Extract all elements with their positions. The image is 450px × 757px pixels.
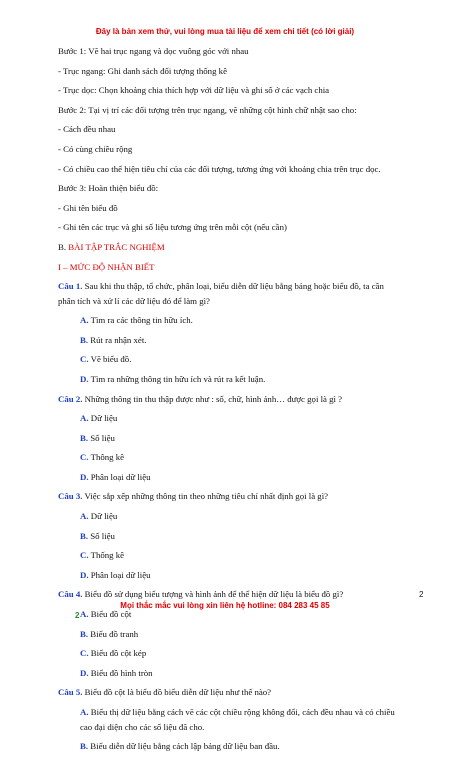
question-1 bbox=[58, 277, 398, 311]
question-2 bbox=[58, 390, 398, 410]
step-2-height: - Có chiều cao thể hiện tiêu chí của các đối tượng, tương ứng với khoảng chia trên trục dọc. bbox=[58, 163, 381, 174]
option-text: Rút ra nhận xét. bbox=[88, 334, 147, 345]
question-3-number: Câu 3. bbox=[58, 491, 83, 502]
option-text: Biểu diễn dữ liệu bằng cách lập bảng dữ liệu ban đầu. bbox=[88, 741, 280, 751]
question-4-text: Biểu đồ sử dụng biểu tượng và hình ảnh để thể hiện dữ liệu là biểu đồ gì? bbox=[82, 589, 344, 600]
question-4-option-d bbox=[58, 664, 398, 684]
option-letter: A. bbox=[80, 609, 89, 620]
preview-banner: Đây là bản xem thử, vui lòng mua tài liệu để xem chi tiết (có lời giải) bbox=[95, 27, 355, 36]
question-2-text: Những thông tin thu thập được như : số, chữ, hình ảnh… được gọi là gì ? bbox=[82, 393, 343, 404]
question-2-option-c bbox=[58, 448, 398, 468]
question-3-option-a bbox=[58, 507, 398, 527]
question-2-option-d bbox=[58, 468, 398, 488]
question-3 bbox=[58, 487, 398, 507]
section-b-prefix: B. bbox=[58, 241, 67, 252]
option-text: Phân loại dữ liệu bbox=[88, 471, 151, 482]
question-3-option-d bbox=[58, 566, 398, 586]
level-heading: I – MỨC ĐỘ NHẬN BIẾT bbox=[58, 261, 155, 272]
option-letter: A. bbox=[80, 511, 89, 522]
option-text: Biểu đồ cột kép bbox=[88, 648, 147, 659]
question-2-number: Câu 2. bbox=[58, 393, 83, 404]
question-5-option-b bbox=[58, 737, 398, 757]
option-text: Biểu đồ tranh bbox=[88, 628, 139, 639]
option-letter: A. bbox=[80, 707, 89, 717]
option-text: Thông kê bbox=[88, 452, 125, 463]
footer-hotline: Mọi thắc mắc vui lòng xin liên hệ hotline: 084 283 45 85 bbox=[120, 601, 330, 610]
step-1-vertical-axis: - Trục dọc: Chọn khoảng chia thích hợp với dữ liệu và ghi số ở các vạch chia bbox=[58, 85, 330, 96]
option-text: Số liệu bbox=[88, 432, 115, 443]
option-text: Biểu đồ cột bbox=[88, 609, 132, 620]
option-letter: D. bbox=[80, 667, 89, 678]
step-3-axis-labels: - Ghi tên các trục và ghi số liệu tương ứng trên mỗi cột (nếu cần) bbox=[58, 222, 287, 233]
option-letter: B. bbox=[80, 334, 89, 345]
document-body bbox=[58, 42, 398, 757]
page-number-footer: 2 bbox=[75, 611, 80, 620]
option-text: Dữ liệu bbox=[88, 511, 118, 522]
question-2-option-a bbox=[58, 409, 398, 429]
step-2-equal-width: - Có cùng chiều rộng bbox=[58, 143, 133, 154]
question-1-number: Câu 1. bbox=[58, 281, 83, 292]
option-letter: C. bbox=[80, 452, 89, 463]
page-number: 2 bbox=[419, 590, 424, 599]
question-1-text: Sau khi thu thập, tổ chức, phân loại, biểu diễn dữ liệu bằng bảng hoặc biểu đồ, ta cần phân tích và xử lí các dữ liệu đó để làm gì? bbox=[58, 281, 384, 306]
step-1-horizontal-axis: - Trục ngang: Ghi danh sách đối tượng thống kê bbox=[58, 65, 227, 76]
option-letter: A. bbox=[80, 413, 89, 424]
option-text: Dữ liệu bbox=[88, 413, 118, 424]
option-letter: A. bbox=[80, 315, 89, 326]
question-1-option-b bbox=[58, 331, 398, 351]
question-4-option-b bbox=[58, 625, 398, 645]
question-3-option-b bbox=[58, 527, 398, 547]
question-3-option-c bbox=[58, 546, 398, 566]
option-letter: B. bbox=[80, 530, 89, 541]
option-letter: D. bbox=[80, 471, 89, 482]
question-5-number: Câu 5. bbox=[58, 687, 83, 698]
question-2-option-b bbox=[58, 429, 398, 449]
option-text: Tìm ra những thông tin hữu ích và rút ra kết luận. bbox=[88, 373, 266, 384]
step-3-chart-title: - Ghi tên biểu đồ bbox=[58, 202, 118, 213]
option-letter: B. bbox=[80, 628, 89, 639]
option-text: Phân loại dữ liệu bbox=[88, 569, 151, 580]
question-4-number: Câu 4. bbox=[58, 589, 83, 600]
question-5 bbox=[58, 683, 398, 703]
option-text: Số liệu bbox=[88, 530, 115, 541]
question-4-option-c bbox=[58, 644, 398, 664]
step-2: Bước 2: Tại vị trí các đối tượng trên trục ngang, vẽ những cột hình chữ nhật sao cho: bbox=[58, 104, 357, 115]
step-1: Bước 1: Vẽ hai trục ngang và dọc vuông góc với nhau bbox=[58, 46, 249, 56]
step-3: Bước 3: Hoàn thiện biểu đồ: bbox=[58, 183, 159, 194]
section-b-heading bbox=[58, 238, 398, 258]
question-1-option-d bbox=[58, 370, 398, 390]
question-1-option-a bbox=[58, 311, 398, 331]
option-letter: C. bbox=[80, 550, 89, 561]
question-3-text: Việc sắp xếp những thông tin theo những tiêu chí nhất định gọi là gì? bbox=[82, 491, 329, 502]
section-b-title: BÀI TẬP TRẮC NGHIỆM bbox=[68, 241, 165, 252]
option-text: Tìm ra các thông tin hữu ích. bbox=[88, 315, 193, 326]
option-letter: D. bbox=[80, 373, 89, 384]
option-text: Vẽ biểu đồ. bbox=[88, 354, 132, 365]
question-5-text: Biểu đồ cột là biểu đồ biểu diễn dữ liệu như thế nào? bbox=[82, 687, 272, 698]
option-text: Biểu thị dữ liệu bằng cách vẽ các cột chiều rộng không đổi, cách đều nhau và có chiều cao đại diện cho các số liệu đã cho. bbox=[80, 707, 395, 732]
option-letter: C. bbox=[80, 648, 89, 659]
question-1-option-c bbox=[58, 350, 398, 370]
question-5-option-a bbox=[58, 703, 398, 737]
step-2-equal-spacing: - Cách đều nhau bbox=[58, 124, 116, 135]
option-text: Thống kê bbox=[88, 550, 125, 561]
option-text: Biểu đồ hình tròn bbox=[88, 667, 153, 678]
option-letter: B. bbox=[80, 432, 89, 443]
option-letter: C. bbox=[80, 354, 89, 365]
option-letter: B. bbox=[80, 741, 89, 751]
option-letter: D. bbox=[80, 569, 89, 580]
